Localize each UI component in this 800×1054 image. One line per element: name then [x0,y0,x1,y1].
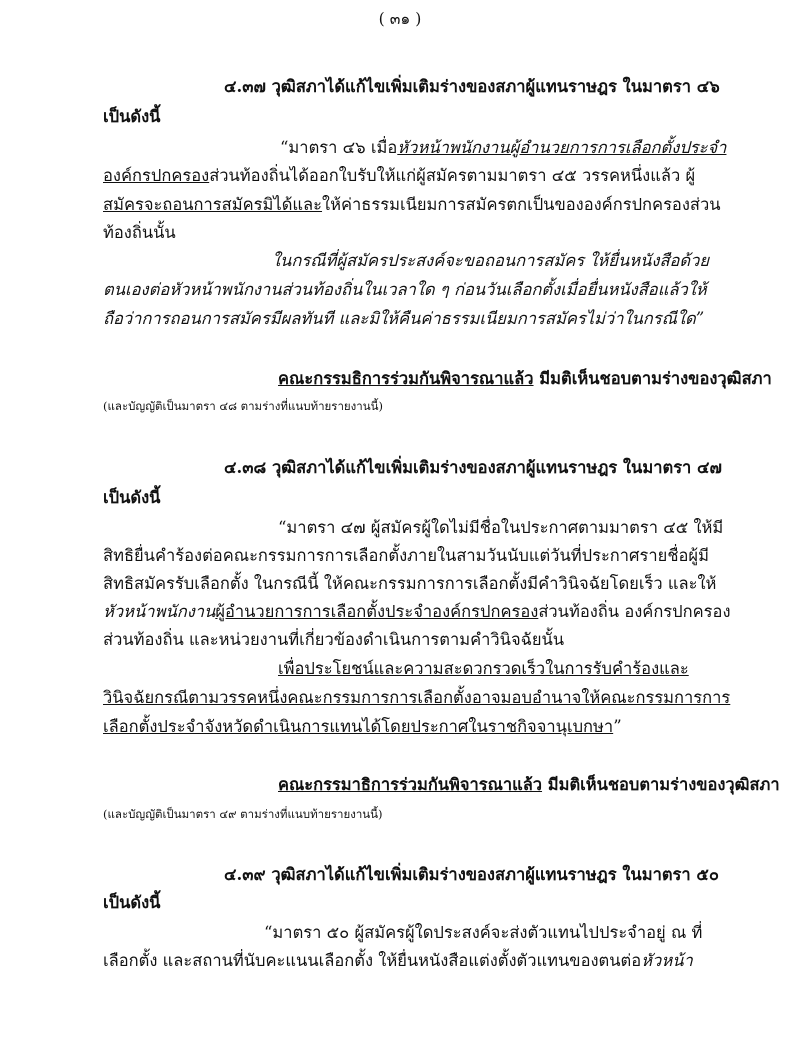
committee-resolution [278,772,780,798]
section-note: (และบัญญัติเป็นมาตรา ๔๙ ตามร่างที่แนบท้ายรายงานนี้) [103,807,383,821]
text-span: ท้องถิ่นนั้น [103,223,176,242]
committee-label: คณะกรรมาธิการร่วมกันพิจารณาแล้ว [278,775,543,794]
text-span-deleted: ตนเองต่อหัวหน้าพนักงานส่วนท้องถิ่นในเวลาใด ๆ ก่อนวันเลือกตั้งเมื่อยื่นหนังสือแล้วให้ [103,280,707,299]
text-span-edited: หัวหน้าพนักงานผู้อำนวยการการเลือกตั้งประจำ [397,138,727,157]
page-number: ( ๓๑ ) [378,10,422,28]
text-line [280,135,726,161]
text-line [103,599,731,625]
text-span: ให้ค่าธรรมเนียมการสมัครตกเป็นขององค์กรปกครองส่วน [322,195,721,214]
text-span-edited: สมัครจะถอนการสมัครมิได้และ [103,195,323,214]
text-line [103,192,721,218]
text-span-deleted: ในกรณีที่ผู้สมัครประสงค์จะขอถอนการสมัคร ให้ยื่นหนังสือด้วย [272,251,710,270]
text-line [264,920,702,946]
text-span: ส่วนท้องถิ่นได้ออกใบรับให้แก่ผู้สมัครตามมาตรา ๔๕ วรรคหนึ่งแล้ว ผู้ [209,166,696,185]
committee-result: มีมติเห็นชอบตามร่างของวุฒิสภา [542,775,780,794]
section-heading-cont-437: เป็นดังนี้ [103,107,161,126]
text-span-deleted: หัวหน้าพนักงาน [103,602,216,621]
text-span: เลือกตั้ง และสถานที่นับคะแนนเลือกตั้ง ให้ยื่นหนังสือแต่งตั้งตัวแทนของตนต่อ [103,951,642,970]
text-line [103,685,730,711]
text-line [103,220,176,246]
text-line [103,543,709,569]
text-span-edited: เพื่อประโยชน์และความสะดวกรวดเร็วในการรับคำร้องและ [278,659,689,678]
committee-label: คณะกรรมธิการร่วมกันพิจารณาแล้ว [278,369,534,388]
text-line [103,571,716,597]
text-span: “มาตรา ๕๐ ผู้สมัครผู้ใดประสงค์จะส่งตัวแทนไปประจำอยู่ ณ ที่ [264,923,703,942]
text-line [103,714,622,740]
text-line [103,948,693,974]
text-span: สิทธิสมัครรับเลือกตั้ง ในกรณีนี้ ให้คณะกรรมการการเลือกตั้งมีคำวินิจฉัยโดยเร็ว และให้ [103,574,717,593]
section-note: (และบัญญัติเป็นมาตรา ๔๘ ตามร่างที่แนบท้ายรายงานนี้) [103,399,383,413]
text-span-edited: วินิจฉัยกรณีตามวรรคหนึ่งคณะกรรมการการเลือกตั้งอาจมอบอำนาจให้คณะกรรมการการ [103,688,731,707]
section-heading-438: ๔.๓๘ วุฒิสภาได้แก้ไขเพิ่มเติมร่างของสภาผู้แทนราษฎร ในมาตรา ๔๗ [224,458,722,477]
text-line-deleted [272,248,709,274]
text-span: ” [613,717,622,736]
text-span: “มาตรา ๔๖ เมื่อ [280,138,398,157]
text-line-deleted [103,306,704,332]
text-span: ส่วนท้องถิ่น องค์กรปกครอง [538,602,731,621]
text-span: สิทธิยื่นคำร้องต่อคณะกรรมการการเลือกตั้งภายในสามวันนับแต่วันที่ประกาศรายชื่อผู้มี [103,546,709,565]
text-span: “มาตรา ๔๗ ผู้สมัครผู้ใดไม่มีชื่อในประกาศตามมาตรา ๔๕ ให้มี [278,518,724,537]
text-line [278,656,689,682]
text-line [103,163,695,189]
text-span-deleted: ถือว่าการถอนการสมัครมีผลทันที และมิให้คืนค่าธรรมเนียมการสมัครไม่ว่าในกรณีใด” [103,309,705,328]
section-heading-437: ๔.๓๗ วุฒิสภาได้แก้ไขเพิ่มเติมร่างของสภาผู้แทนราษฎร ในมาตรา ๔๖ [224,77,720,96]
text-span-edited: ผู้อำนวยการการเลือกตั้งประจำองค์กรปกครอง [215,602,539,621]
text-span-edited: เลือกตั้งประจำจังหวัดดำเนินการแทนได้โดยประกาศในราชกิจจานุเบกษา [103,717,614,736]
text-line [278,515,723,541]
section-heading-439: ๔.๓๙ วุฒิสภาได้แก้ไขเพิ่มเติมร่างของสภาผู้แทนราษฎร ในมาตรา ๕๐ [224,865,719,884]
section-heading-cont-439: เป็นดังนี้ [103,893,161,912]
text-line-deleted [103,277,707,303]
committee-resolution [278,366,772,392]
committee-result: มีมติเห็นชอบตามร่างของวุฒิสภา [533,369,772,388]
section-heading-cont-438: เป็นดังนี้ [103,488,161,507]
text-span-deleted: หัวหน้า [641,951,693,970]
text-line [103,627,564,653]
text-span: ส่วนท้องถิ่น และหน่วยงานที่เกี่ยวข้องดำเนินการตามคำวินิจฉัยนั้น [103,630,565,649]
text-span-edited: องค์กรปกครอง [103,166,210,185]
